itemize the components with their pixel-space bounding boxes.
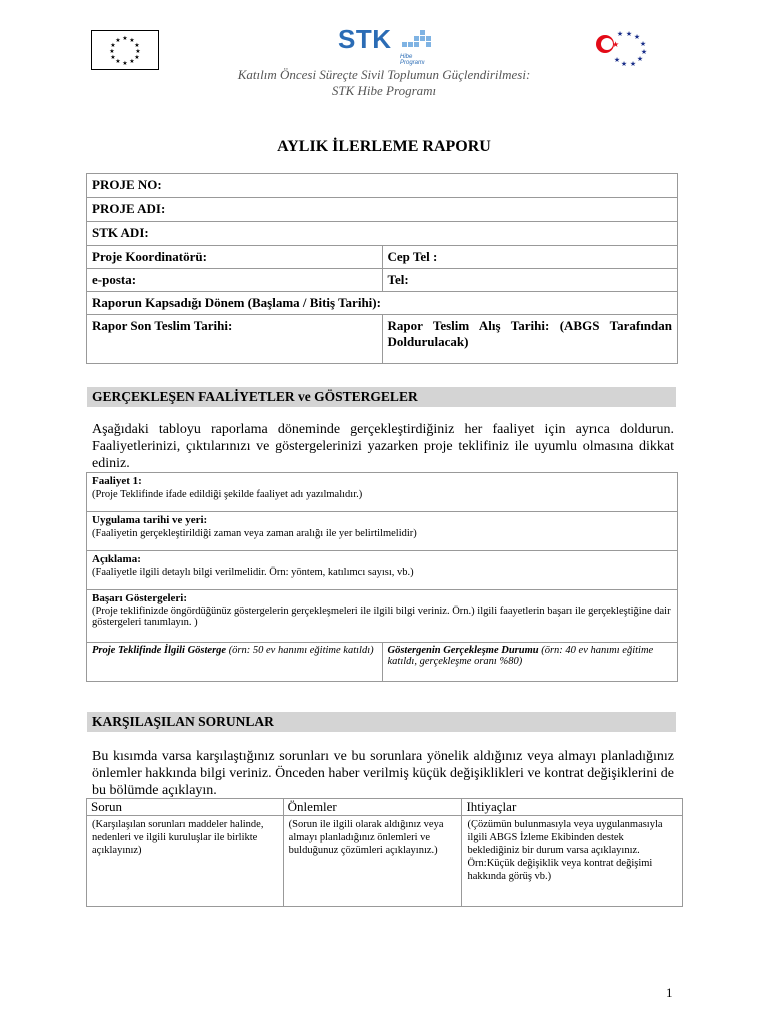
svg-text:★: ★: [129, 58, 135, 65]
aciklama-hint: (Faaliyetle ilgili detaylı bilgi verilmelidir. Örn: yöntem, katılımcı sayısı, vb.): [92, 567, 414, 578]
table-row: [87, 174, 678, 198]
table-row: [87, 643, 678, 682]
stk-adi-field[interactable]: STK ADI:: [87, 222, 678, 246]
stk-logo: [338, 24, 438, 66]
uygulama-hint: (Faaliyetin gerçekleştirildiği zaman veya zaman aralığı ile yer belirtilmelidir): [92, 528, 417, 539]
stk-squares-icon: [400, 28, 434, 52]
report-title: AYLIK İLERLEME RAPORU: [277, 138, 491, 155]
basari-cell[interactable]: [87, 590, 678, 643]
stk-logo-subtext: Hibe Programı: [400, 54, 425, 66]
son-teslim-field[interactable]: Rapor Son Teslim Tarihi:: [87, 315, 383, 364]
section-intro-sorunlar: Bu kısımda varsa karşılaştığınız sorunları ve bu sorunlara yönelik aldığınız veya almayı planladığınız önlemler hakkında bilgi veriniz. Önceden haber verilmiş küçük değişiklikleri ve kontrat değişiklerini de bu bölümde açıklayın.: [92, 749, 674, 798]
faaliyet-label: Faaliyet 1:: [92, 475, 142, 487]
svg-text:★: ★: [636, 55, 644, 63]
turkey-crescent-icon: [593, 28, 651, 70]
table-row: [87, 473, 678, 512]
proje-no-field[interactable]: PROJE NO:: [87, 174, 678, 198]
column-header-onlemler: Önlemler: [283, 799, 462, 816]
svg-text:★: ★: [629, 60, 637, 68]
svg-text:★: ★: [613, 56, 621, 64]
table-row: [87, 222, 678, 246]
sorun-cell[interactable]: (Karşılaşılan sorunları maddeler halinde, nedenleri ve ilgili kuruluşlar ile birlikte açıklayınız): [87, 816, 284, 907]
svg-text:★: ★: [135, 48, 141, 55]
svg-text:★: ★: [639, 40, 647, 48]
eu-flag-logo: [91, 30, 159, 70]
eposta-field[interactable]: e-posta:: [87, 269, 383, 292]
faaliyet-hint: (Proje Teklifinde ifade edildiği şekilde faaliyet adı yazılmalıdır.): [92, 489, 363, 500]
section-intro-faaliyetler: Aşağıdaki tabloyu raporlama döneminde gerçekleştirdiğiniz her faaliyet için ayrıca doldurun. Faaliyetlerinizi, çıktılarınızı ve göstergelerinizi yazarken proje teklifiniz ile uyumlu olmasına dikkat ediniz.: [92, 422, 674, 471]
durum-label: Göstergenin Gerçekleşme Durumu: [387, 645, 539, 656]
svg-text:★: ★: [129, 37, 135, 44]
aciklama-cell[interactable]: [87, 551, 678, 590]
svg-text:★: ★: [134, 42, 140, 49]
svg-text:★: ★: [616, 30, 624, 38]
gosterge-cell[interactable]: [87, 643, 383, 682]
svg-text:★: ★: [612, 40, 620, 49]
column-header-sorun: Sorun: [87, 799, 284, 816]
eu-stars-icon: [92, 31, 158, 69]
onlemler-cell[interactable]: (Sorun ile ilgili olarak aldığınız veya almayı planladığınız önlemleri ve bulduğunuz çözümleri açıklayınız.): [283, 816, 462, 907]
uygulama-label: Uygulama tarihi ve yeri:: [92, 514, 208, 526]
svg-text:★: ★: [110, 42, 116, 49]
stk-logo-text: STK: [338, 24, 392, 54]
table-row: [87, 292, 678, 315]
program-subtitle-line2: STK Hibe Programı: [331, 83, 437, 98]
uygulama-cell[interactable]: [87, 512, 678, 551]
svg-text:★: ★: [115, 58, 121, 65]
table-row: [87, 315, 678, 364]
svg-text:★: ★: [620, 60, 628, 68]
svg-text:★: ★: [134, 54, 140, 61]
basari-label: Başarı Göstergeleri:: [92, 592, 187, 604]
donem-field[interactable]: Raporun Kapsadığı Dönem (Başlama / Bitiş Tarihi):: [87, 292, 678, 315]
svg-text:★: ★: [625, 30, 633, 38]
proje-adi-field[interactable]: PROJE ADI:: [87, 198, 678, 222]
activity-table: [86, 472, 678, 682]
problems-table: [86, 798, 683, 907]
program-subtitle-line1: Katılım Öncesi Süreçte Sivil Toplumun Güçlendirilmesi:: [237, 67, 531, 82]
project-info-table: [86, 173, 678, 364]
section-heading-faaliyetler: GERÇEKLEŞEN FAALİYETLER ve GÖSTERGELER: [87, 387, 676, 407]
faaliyet-cell[interactable]: [87, 473, 678, 512]
page-number: 1: [666, 985, 673, 1000]
gosterge-label: Proje Teklifinde İlgili Gösterge: [92, 645, 227, 656]
aciklama-label: Açıklama:: [92, 553, 141, 565]
alis-tarihi-field[interactable]: Rapor Teslim Alış Tarihi: (ABGS Tarafından Doldurulacak): [382, 315, 678, 364]
turkey-eu-logo: [593, 28, 651, 70]
svg-text:★: ★: [640, 48, 648, 56]
tel-field[interactable]: Tel:: [382, 269, 678, 292]
svg-text:★: ★: [633, 33, 641, 41]
table-header-row: [87, 799, 683, 816]
basari-hint: (Proje teklifinizde öngördüğünüz göstergelerin gerçekleşmeleri ile ilgili bilgi veriniz. Örn.) ilgili faayetlerin başarı ile gerçekleştiğine dair göstergeleri tanımlayın. ): [92, 606, 671, 628]
svg-text:★: ★: [110, 54, 116, 61]
table-row: [87, 246, 678, 269]
table-row: [87, 269, 678, 292]
ihtiyaclar-cell[interactable]: (Çözümün bulunmasıyla veya uygulanmasıyla ilgili ABGS İzleme Ekibinden destek beklediğiniz bir durum varsa açıklayınız. Örn:Küçük değişiklik veya kontrat değişimi hakkında görüş vb.): [462, 816, 683, 907]
gosterge-example: (örn: 50 ev hanımı eğitime katıldı): [226, 645, 374, 656]
svg-text:★: ★: [122, 35, 128, 42]
durum-cell[interactable]: [382, 643, 678, 682]
table-row: [87, 198, 678, 222]
table-row: [87, 551, 678, 590]
table-row: [87, 512, 678, 551]
svg-text:★: ★: [109, 48, 115, 55]
svg-text:★: ★: [115, 37, 121, 44]
section-heading-sorunlar: KARŞILAŞILAN SORUNLAR: [87, 712, 676, 732]
cep-tel-field[interactable]: Cep Tel :: [382, 246, 678, 269]
table-row: [87, 590, 678, 643]
durum-example: (örn: 40 ev hanımı eğitime katıldı, gerçekleşme oranı %80): [387, 645, 654, 667]
koordinator-field[interactable]: Proje Koordinatörü:: [87, 246, 383, 269]
table-row: [87, 816, 683, 907]
column-header-ihtiyaclar: Ihtiyaçlar: [462, 799, 683, 816]
svg-text:★: ★: [122, 60, 128, 67]
